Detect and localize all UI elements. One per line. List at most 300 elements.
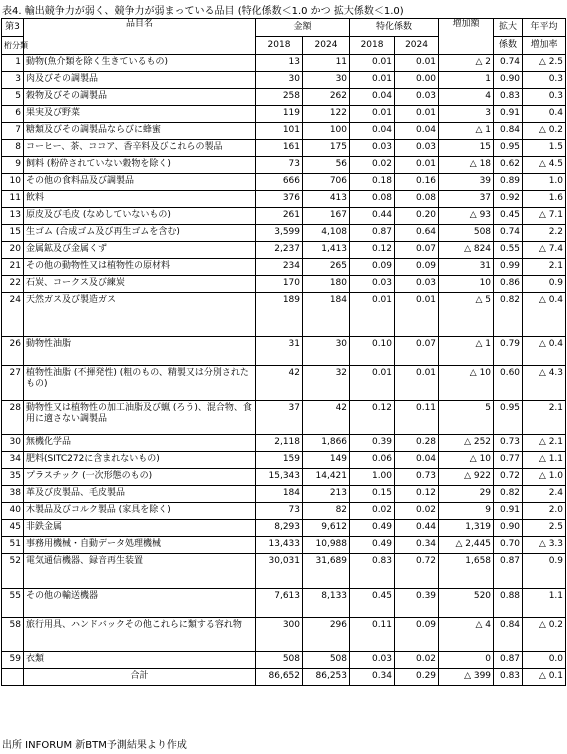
increase: 1 xyxy=(439,72,494,89)
annual: 2.0 xyxy=(523,503,566,520)
amount-2018: 2,237 xyxy=(256,242,303,259)
row-name: 生ゴム (合成ゴム及び再生ゴムを含む) xyxy=(24,225,256,242)
header-annual: 年平均 xyxy=(523,19,566,37)
table-row xyxy=(2,435,566,452)
annual: △ 0.2 xyxy=(523,123,566,140)
header-amount-2018: 2018 xyxy=(256,37,303,55)
table-row xyxy=(2,293,566,337)
expand: 0.90 xyxy=(494,72,523,89)
table-row xyxy=(2,469,566,486)
table-row xyxy=(2,452,566,469)
expand: 0.72 xyxy=(494,469,523,486)
amount-2018: 666 xyxy=(256,174,303,191)
coef-2018: 0.06 xyxy=(350,452,395,469)
coef-2018: 1.00 xyxy=(350,469,395,486)
coef-2024: 0.20 xyxy=(395,208,439,225)
increase: △ 824 xyxy=(439,242,494,259)
annual: △ 0.4 xyxy=(523,293,566,337)
annual: 2.5 xyxy=(523,520,566,537)
data-table xyxy=(1,18,566,686)
amount-2018: 189 xyxy=(256,293,303,337)
amount-2024: 4,108 xyxy=(303,225,350,242)
increase: 31 xyxy=(439,259,494,276)
increase: △ 1 xyxy=(439,123,494,140)
coef-2024: 0.03 xyxy=(395,276,439,293)
annual: △ 7.1 xyxy=(523,208,566,225)
coef-2024: 0.04 xyxy=(395,123,439,140)
expand: 0.84 xyxy=(494,123,523,140)
header-name: 品目名 xyxy=(24,19,256,55)
coef-2018: 0.15 xyxy=(350,486,395,503)
coef-2024: 0.16 xyxy=(395,174,439,191)
annual: 2.1 xyxy=(523,401,566,435)
amount-2024: 262 xyxy=(303,89,350,106)
coef-2018: 0.04 xyxy=(350,89,395,106)
table-row xyxy=(2,259,566,276)
coef-2018: 0.01 xyxy=(350,72,395,89)
coef-2018: 0.11 xyxy=(350,618,395,652)
row-code: 34 xyxy=(2,452,24,469)
coef-2024: 0.08 xyxy=(395,191,439,208)
table-row xyxy=(2,652,566,669)
coef-2024: 0.28 xyxy=(395,435,439,452)
annual: △ 4.3 xyxy=(523,366,566,401)
row-name: 天然ガス及び製造ガス xyxy=(24,293,256,337)
coef-2024: 0.72 xyxy=(395,554,439,589)
table-row xyxy=(2,486,566,503)
expand: 0.89 xyxy=(494,174,523,191)
coef-2018: 0.87 xyxy=(350,225,395,242)
increase: 4 xyxy=(439,89,494,106)
coef-2024: 0.34 xyxy=(395,537,439,554)
amount-2024: 213 xyxy=(303,486,350,503)
coef-2024: 0.01 xyxy=(395,366,439,401)
row-name: 非鉄金属 xyxy=(24,520,256,537)
amount-2018: 261 xyxy=(256,208,303,225)
amount-2024: 184 xyxy=(303,293,350,337)
annual: △ 2.5 xyxy=(523,55,566,72)
row-code: 55 xyxy=(2,589,24,618)
increase: △ 5 xyxy=(439,293,494,337)
expand: 0.74 xyxy=(494,225,523,242)
table-row xyxy=(2,276,566,293)
amount-2018: 184 xyxy=(256,486,303,503)
expand: 0.74 xyxy=(494,55,523,72)
header-increase: 増加額 xyxy=(439,19,494,55)
row-name: 事務用機械・自動データ処理機械 xyxy=(24,537,256,554)
coef-2018: 0.12 xyxy=(350,401,395,435)
table-row xyxy=(2,55,566,72)
row-name: 穀物及びその調製品 xyxy=(24,89,256,106)
row-code: 35 xyxy=(2,469,24,486)
annual: △ 1.1 xyxy=(523,452,566,469)
total-coef-2024: 0.29 xyxy=(395,669,439,686)
amount-2024: 180 xyxy=(303,276,350,293)
coef-2024: 0.01 xyxy=(395,293,439,337)
increase: △ 10 xyxy=(439,366,494,401)
table-row xyxy=(2,589,566,618)
total-label: 合計 xyxy=(24,669,256,686)
increase: 1,658 xyxy=(439,554,494,589)
header-row-1 xyxy=(2,19,566,37)
expand: 0.73 xyxy=(494,435,523,452)
amount-2024: 100 xyxy=(303,123,350,140)
coef-2024: 0.39 xyxy=(395,589,439,618)
row-name: 衣類 xyxy=(24,652,256,669)
row-code: 21 xyxy=(2,259,24,276)
total-expand: 0.83 xyxy=(494,669,523,686)
amount-2018: 31 xyxy=(256,337,303,366)
amount-2024: 175 xyxy=(303,140,350,157)
row-name: 旅行用具、ハンドバックその他これらに類する容れ物 xyxy=(24,618,256,652)
row-code: 27 xyxy=(2,366,24,401)
coef-2018: 0.01 xyxy=(350,366,395,401)
row-code: 51 xyxy=(2,537,24,554)
annual: △ 1.0 xyxy=(523,469,566,486)
expand: 0.45 xyxy=(494,208,523,225)
expand: 0.60 xyxy=(494,366,523,401)
coef-2018: 0.10 xyxy=(350,337,395,366)
coef-2018: 0.03 xyxy=(350,652,395,669)
increase: △ 93 xyxy=(439,208,494,225)
expand: 0.91 xyxy=(494,503,523,520)
increase: △ 252 xyxy=(439,435,494,452)
row-code: 13 xyxy=(2,208,24,225)
amount-2018: 37 xyxy=(256,401,303,435)
row-name: 金属鉱及び金属くず xyxy=(24,242,256,259)
row-name: 飼料 (粉砕されていない穀物を除く) xyxy=(24,157,256,174)
header-annual-2: 増加率 xyxy=(523,37,566,55)
amount-2024: 56 xyxy=(303,157,350,174)
coef-2018: 0.18 xyxy=(350,174,395,191)
row-code: 9 xyxy=(2,157,24,174)
amount-2024: 30 xyxy=(303,72,350,89)
amount-2018: 234 xyxy=(256,259,303,276)
amount-2018: 30,031 xyxy=(256,554,303,589)
header-amount-2024: 2024 xyxy=(303,37,350,55)
coef-2024: 0.09 xyxy=(395,259,439,276)
table-title: 表4. 輸出競争力が弱く、競争力が弱まっている品目 (特化係数＜1.0 かつ 拡大係数＜1.0) xyxy=(2,6,404,17)
amount-2024: 167 xyxy=(303,208,350,225)
annual: △ 0.4 xyxy=(523,337,566,366)
row-code: 11 xyxy=(2,191,24,208)
amount-2018: 258 xyxy=(256,89,303,106)
row-name: 革及び皮製品、毛皮製品 xyxy=(24,486,256,503)
row-code: 28 xyxy=(2,401,24,435)
increase: 29 xyxy=(439,486,494,503)
row-code: 59 xyxy=(2,652,24,669)
amount-2018: 119 xyxy=(256,106,303,123)
row-code: 20 xyxy=(2,242,24,259)
table-row xyxy=(2,366,566,401)
expand: 0.87 xyxy=(494,554,523,589)
row-code: 38 xyxy=(2,486,24,503)
coef-2018: 0.01 xyxy=(350,293,395,337)
table-row xyxy=(2,401,566,435)
increase: 508 xyxy=(439,225,494,242)
table-row xyxy=(2,618,566,652)
row-name: 木製品及びコルク製品 (家具を除く) xyxy=(24,503,256,520)
coef-2024: 0.09 xyxy=(395,618,439,652)
expand: 0.87 xyxy=(494,652,523,669)
row-code: 6 xyxy=(2,106,24,123)
amount-2018: 376 xyxy=(256,191,303,208)
coef-2024: 0.02 xyxy=(395,652,439,669)
table-row xyxy=(2,225,566,242)
row-code: 8 xyxy=(2,140,24,157)
increase: 15 xyxy=(439,140,494,157)
total-coef-2018: 0.34 xyxy=(350,669,395,686)
annual: 0.9 xyxy=(523,276,566,293)
row-code: 22 xyxy=(2,276,24,293)
amount-2018: 3,599 xyxy=(256,225,303,242)
annual: 0.3 xyxy=(523,72,566,89)
coef-2024: 0.12 xyxy=(395,486,439,503)
header-expand-2: 係数 xyxy=(494,37,523,55)
annual: 1.0 xyxy=(523,174,566,191)
increase: 1,319 xyxy=(439,520,494,537)
coef-2024: 0.03 xyxy=(395,140,439,157)
amount-2024: 706 xyxy=(303,174,350,191)
amount-2024: 508 xyxy=(303,652,350,669)
row-code: 45 xyxy=(2,520,24,537)
coef-2018: 0.04 xyxy=(350,123,395,140)
amount-2018: 2,118 xyxy=(256,435,303,452)
annual: 1.1 xyxy=(523,589,566,618)
amount-2018: 8,293 xyxy=(256,520,303,537)
coef-2018: 0.01 xyxy=(350,106,395,123)
table-row xyxy=(2,537,566,554)
amount-2018: 170 xyxy=(256,276,303,293)
coef-2018: 0.39 xyxy=(350,435,395,452)
row-code: 52 xyxy=(2,554,24,589)
source-note: 出所 INFORUM 新BTM予測結果より作成 xyxy=(2,740,187,751)
amount-2024: 9,612 xyxy=(303,520,350,537)
coef-2024: 0.01 xyxy=(395,106,439,123)
coef-2018: 0.03 xyxy=(350,276,395,293)
amount-2024: 32 xyxy=(303,366,350,401)
total-amount-2024: 86,253 xyxy=(303,669,350,686)
coef-2024: 0.00 xyxy=(395,72,439,89)
increase: 520 xyxy=(439,589,494,618)
amount-2018: 73 xyxy=(256,157,303,174)
header-amount: 金額 xyxy=(256,19,350,37)
row-name: 電気通信機器、録音再生装置 xyxy=(24,554,256,589)
row-code: 10 xyxy=(2,174,24,191)
amount-2018: 508 xyxy=(256,652,303,669)
annual: 2.1 xyxy=(523,259,566,276)
coef-2018: 0.45 xyxy=(350,589,395,618)
increase: △ 2 xyxy=(439,55,494,72)
amount-2024: 10,988 xyxy=(303,537,350,554)
amount-2018: 13 xyxy=(256,55,303,72)
annual: 2.2 xyxy=(523,225,566,242)
increase: 3 xyxy=(439,106,494,123)
increase: △ 10 xyxy=(439,452,494,469)
row-code: 1 xyxy=(2,55,24,72)
coef-2024: 0.07 xyxy=(395,337,439,366)
annual: 0.4 xyxy=(523,106,566,123)
table-row xyxy=(2,106,566,123)
amount-2018: 7,613 xyxy=(256,589,303,618)
increase: △ 2,445 xyxy=(439,537,494,554)
table-row xyxy=(2,208,566,225)
table-row xyxy=(2,89,566,106)
coef-2018: 0.02 xyxy=(350,503,395,520)
amount-2024: 31,689 xyxy=(303,554,350,589)
row-code: 3 xyxy=(2,72,24,89)
expand: 0.62 xyxy=(494,157,523,174)
coef-2024: 0.73 xyxy=(395,469,439,486)
amount-2018: 42 xyxy=(256,366,303,401)
expand: 0.91 xyxy=(494,106,523,123)
table-row xyxy=(2,72,566,89)
table-row xyxy=(2,242,566,259)
table-row xyxy=(2,520,566,537)
annual: 2.4 xyxy=(523,486,566,503)
expand: 0.95 xyxy=(494,401,523,435)
row-name: コーヒー、茶、ココア、香辛料及びこれらの製品 xyxy=(24,140,256,157)
expand: 0.92 xyxy=(494,191,523,208)
expand: 0.77 xyxy=(494,452,523,469)
row-name: 原皮及び毛皮 (なめしていないもの) xyxy=(24,208,256,225)
table-row xyxy=(2,157,566,174)
row-name: 果実及び野菜 xyxy=(24,106,256,123)
coef-2024: 0.07 xyxy=(395,242,439,259)
coef-2018: 0.08 xyxy=(350,191,395,208)
row-code: 5 xyxy=(2,89,24,106)
coef-2018: 0.09 xyxy=(350,259,395,276)
coef-2018: 0.02 xyxy=(350,157,395,174)
coef-2024: 0.44 xyxy=(395,520,439,537)
row-name: 動物性又は植物性の加工油脂及び蝋 (ろう)、混合物、食用に適さない調製品 xyxy=(24,401,256,435)
table-row xyxy=(2,191,566,208)
amount-2018: 101 xyxy=(256,123,303,140)
annual: △ 0.2 xyxy=(523,618,566,652)
coef-2018: 0.49 xyxy=(350,520,395,537)
increase: 39 xyxy=(439,174,494,191)
header-expand: 拡大 xyxy=(494,19,523,37)
expand: 0.70 xyxy=(494,537,523,554)
expand: 0.82 xyxy=(494,293,523,337)
row-name: その他の動物性又は植物性の原材料 xyxy=(24,259,256,276)
increase: △ 4 xyxy=(439,618,494,652)
row-name: 動物性油脂 xyxy=(24,337,256,366)
expand: 0.99 xyxy=(494,259,523,276)
row-name: 糖類及びその調製品ならびに蜂蜜 xyxy=(24,123,256,140)
increase: △ 18 xyxy=(439,157,494,174)
amount-2024: 296 xyxy=(303,618,350,652)
header-coef-2024: 2024 xyxy=(395,37,439,55)
row-code: 7 xyxy=(2,123,24,140)
row-code: 40 xyxy=(2,503,24,520)
row-code: 24 xyxy=(2,293,24,337)
row-name: 無機化学品 xyxy=(24,435,256,452)
increase: △ 1 xyxy=(439,337,494,366)
row-name: プラスチック (一次形態のもの) xyxy=(24,469,256,486)
expand: 0.83 xyxy=(494,89,523,106)
table-row xyxy=(2,503,566,520)
amount-2024: 8,133 xyxy=(303,589,350,618)
row-code: 26 xyxy=(2,337,24,366)
expand: 0.88 xyxy=(494,589,523,618)
coef-2024: 0.02 xyxy=(395,503,439,520)
expand: 0.95 xyxy=(494,140,523,157)
amount-2024: 413 xyxy=(303,191,350,208)
amount-2018: 30 xyxy=(256,72,303,89)
row-name: 石炭、コークス及び練炭 xyxy=(24,276,256,293)
amount-2024: 1,413 xyxy=(303,242,350,259)
row-name: 動物(魚介類を除く生きているもの) xyxy=(24,55,256,72)
table-row xyxy=(2,554,566,589)
amount-2024: 82 xyxy=(303,503,350,520)
amount-2018: 15,343 xyxy=(256,469,303,486)
increase: 0 xyxy=(439,652,494,669)
expand: 0.55 xyxy=(494,242,523,259)
coef-2024: 0.01 xyxy=(395,55,439,72)
increase: 9 xyxy=(439,503,494,520)
amount-2024: 1,866 xyxy=(303,435,350,452)
table-row xyxy=(2,123,566,140)
amount-2018: 73 xyxy=(256,503,303,520)
increase: 37 xyxy=(439,191,494,208)
coef-2018: 0.01 xyxy=(350,55,395,72)
amount-2024: 149 xyxy=(303,452,350,469)
expand: 0.82 xyxy=(494,486,523,503)
header-coef-2018: 2018 xyxy=(350,37,395,55)
annual: △ 4.5 xyxy=(523,157,566,174)
row-name: 飲料 xyxy=(24,191,256,208)
coef-2024: 0.04 xyxy=(395,452,439,469)
increase: 5 xyxy=(439,401,494,435)
table-row xyxy=(2,174,566,191)
increase: 10 xyxy=(439,276,494,293)
coef-2024: 0.64 xyxy=(395,225,439,242)
row-name: 肥料(SITC272に含まれないもの) xyxy=(24,452,256,469)
amount-2018: 13,433 xyxy=(256,537,303,554)
amount-2024: 265 xyxy=(303,259,350,276)
annual: 1.6 xyxy=(523,191,566,208)
annual: △ 2.1 xyxy=(523,435,566,452)
row-name: その他の食料品及び調製品 xyxy=(24,174,256,191)
amount-2024: 14,421 xyxy=(303,469,350,486)
row-name: その他の輸送機器 xyxy=(24,589,256,618)
coef-2024: 0.11 xyxy=(395,401,439,435)
amount-2024: 30 xyxy=(303,337,350,366)
expand: 0.84 xyxy=(494,618,523,652)
amount-2024: 11 xyxy=(303,55,350,72)
table-row xyxy=(2,337,566,366)
annual: 0.3 xyxy=(523,89,566,106)
annual: △ 7.4 xyxy=(523,242,566,259)
total-annual: △ 0.1 xyxy=(523,669,566,686)
increase: △ 922 xyxy=(439,469,494,486)
annual: 0.0 xyxy=(523,652,566,669)
header-code: 第3 xyxy=(2,19,24,37)
row-code: 30 xyxy=(2,435,24,452)
expand: 0.86 xyxy=(494,276,523,293)
amount-2018: 159 xyxy=(256,452,303,469)
amount-2018: 300 xyxy=(256,618,303,652)
expand: 0.90 xyxy=(494,520,523,537)
coef-2024: 0.03 xyxy=(395,89,439,106)
annual: 1.5 xyxy=(523,140,566,157)
amount-2018: 161 xyxy=(256,140,303,157)
table-row xyxy=(2,140,566,157)
row-name: 植物性油脂 (不揮発性) (粗のもの、精製又は分別されたもの) xyxy=(24,366,256,401)
row-code: 15 xyxy=(2,225,24,242)
annual: 0.9 xyxy=(523,554,566,589)
